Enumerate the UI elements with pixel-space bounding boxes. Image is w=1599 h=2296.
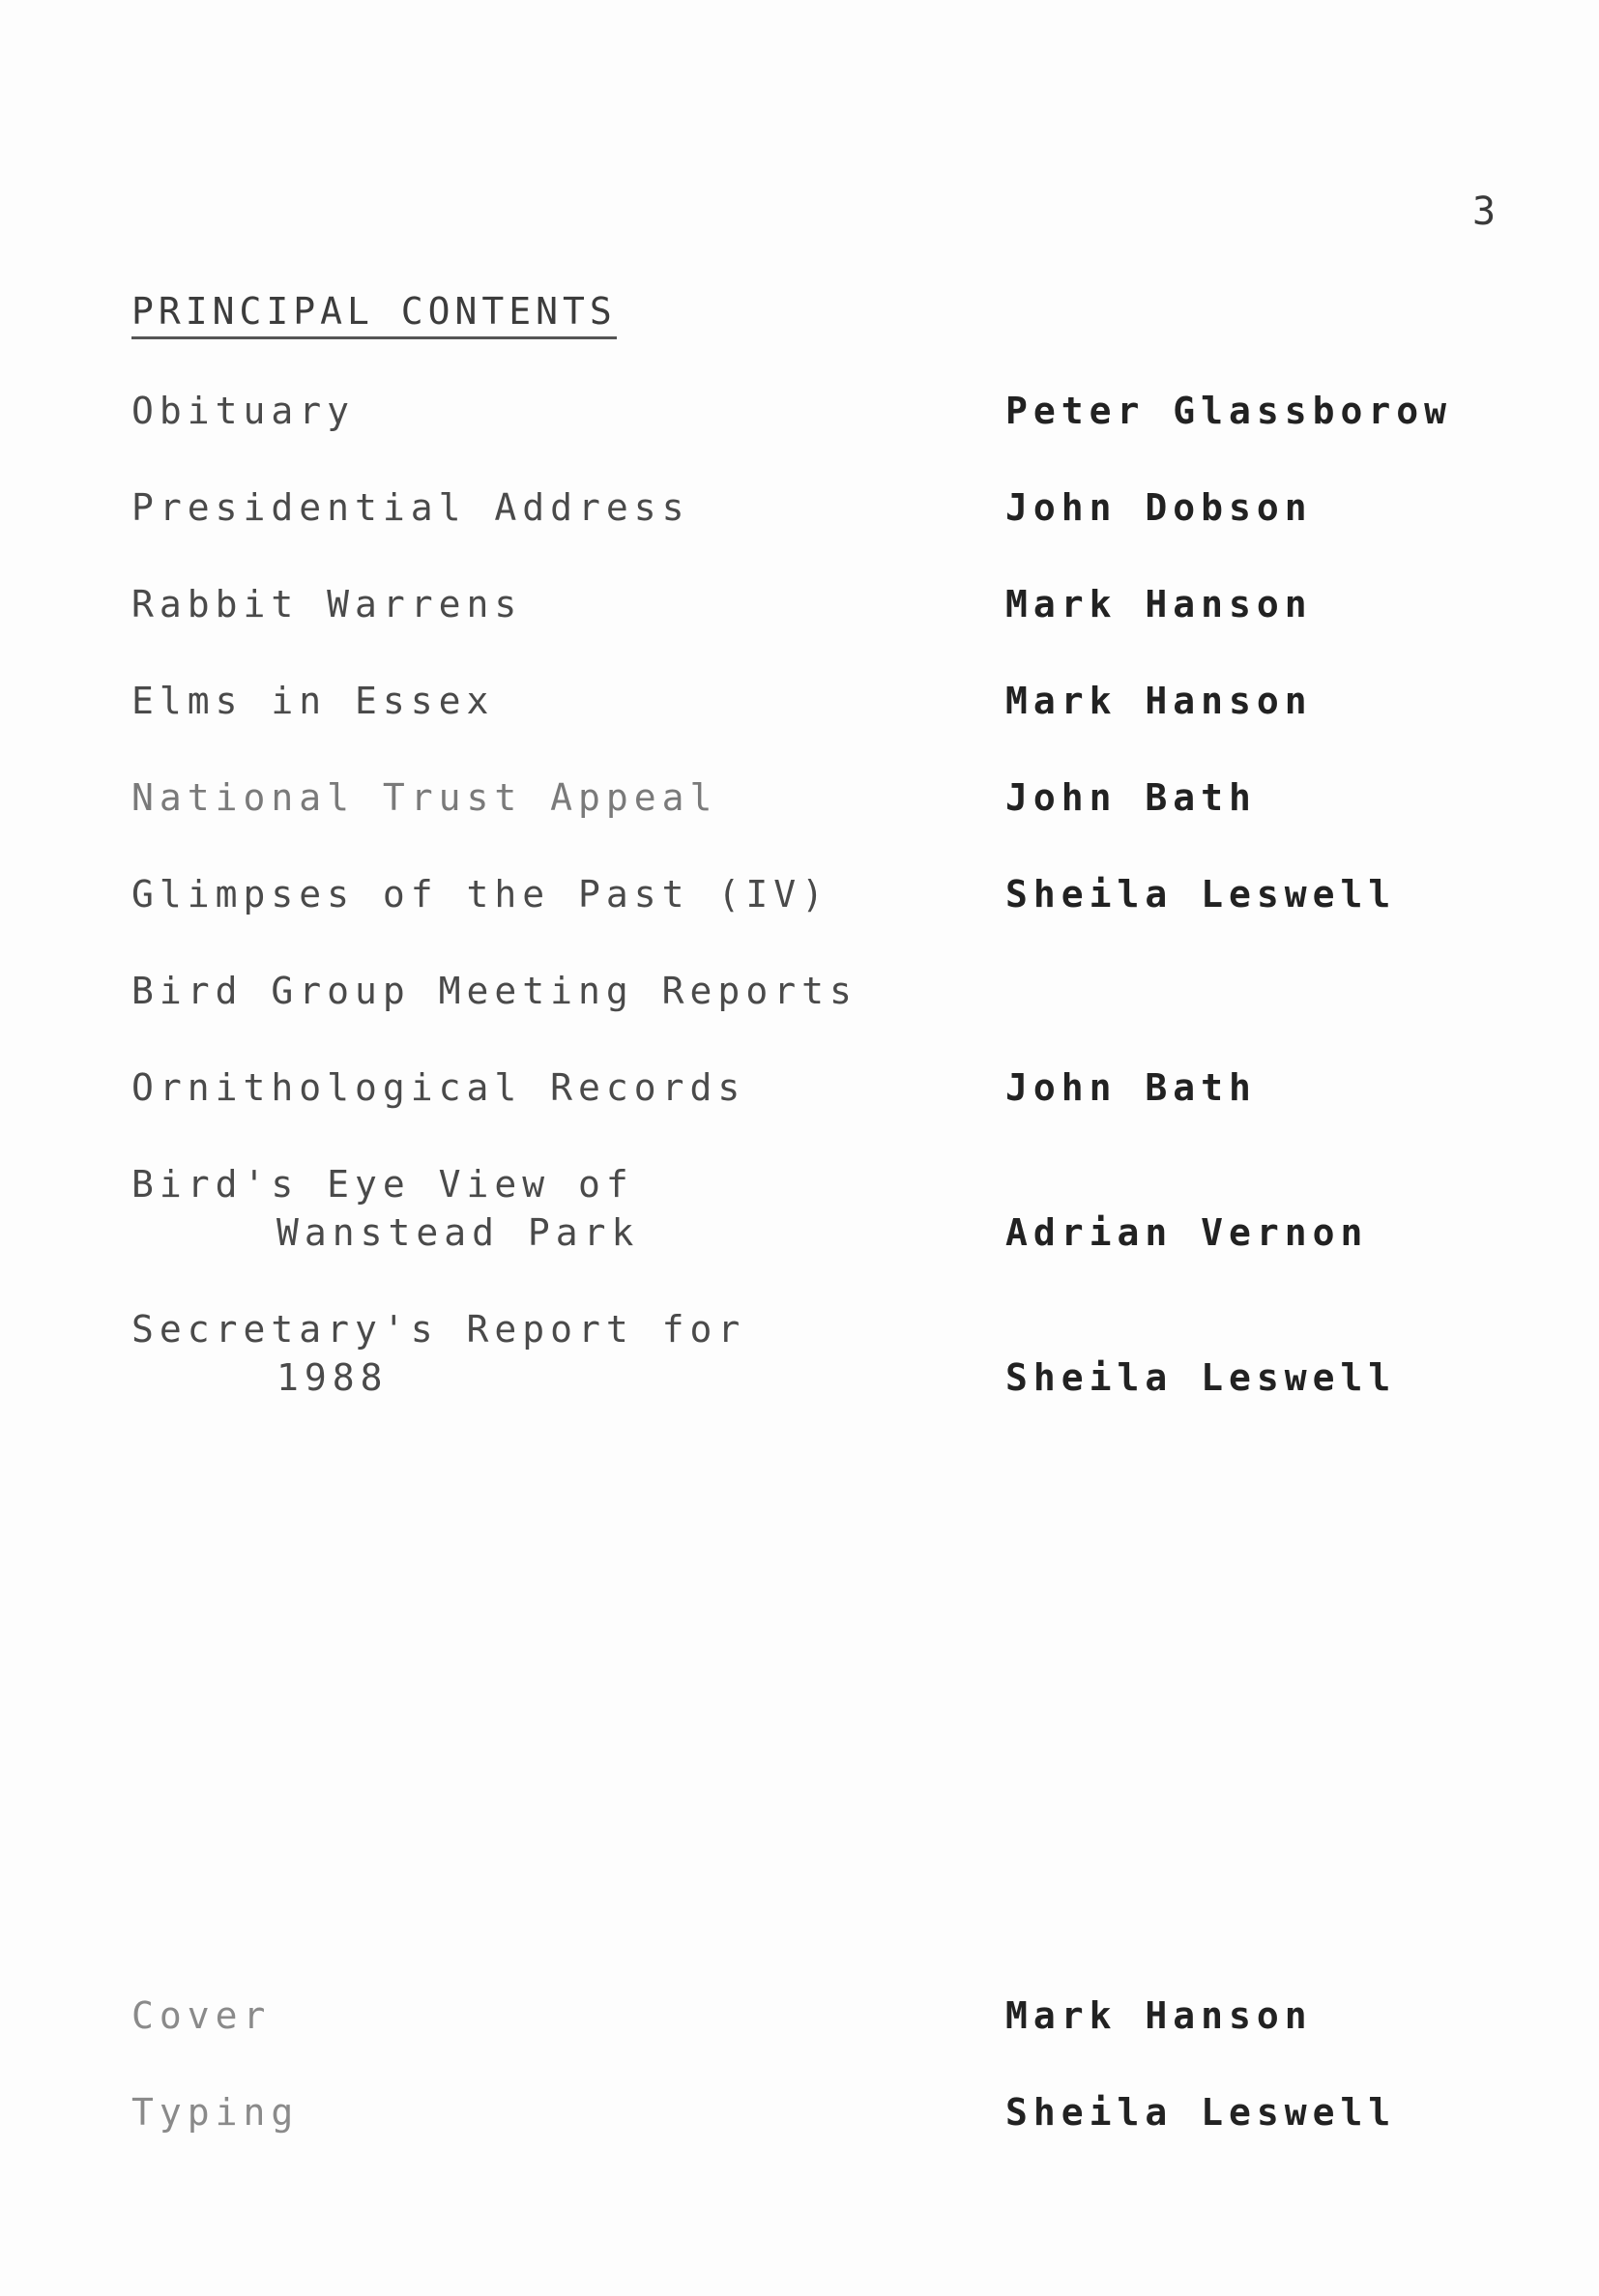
entry-title: Ornithological Records [131, 1066, 746, 1109]
entry-title [131, 1305, 745, 1402]
contents-heading: PRINCIPAL CONTENTS [131, 290, 617, 339]
entry-title [131, 1160, 639, 1257]
entry-title: Bird Group Meeting Reports [131, 970, 858, 1012]
entry-title-line2: Wanstead Park [276, 1211, 640, 1254]
entry-title: Elms in Essex [131, 680, 495, 722]
entry-author: Sheila Leswell [1005, 873, 1397, 915]
entry-title: National Trust Appeal [131, 776, 718, 819]
credit-name: Sheila Leswell [1005, 2091, 1397, 2134]
entry-title: Obituary [131, 390, 356, 432]
entry-author: John Bath [1005, 1066, 1257, 1109]
credit-name: Mark Hanson [1005, 1994, 1313, 2037]
page-number: 3 [1472, 189, 1498, 234]
entry-author: John Dobson [1005, 486, 1313, 529]
entry-title: Presidential Address [131, 486, 690, 529]
credit-label: Cover [131, 1994, 272, 2037]
entry-author: Mark Hanson [1005, 583, 1313, 625]
entry-title: Rabbit Warrens [131, 583, 523, 625]
entry-title: Glimpses of the Past (IV) [131, 873, 829, 915]
entry-title-line2: 1988 [276, 1356, 389, 1399]
entry-title-line1: Secretary's Report for [131, 1308, 746, 1351]
entry-author: Sheila Leswell [1005, 1356, 1397, 1399]
credit-label: Typing [131, 2091, 300, 2134]
entry-author: John Bath [1005, 776, 1257, 819]
entry-author: Adrian Vernon [1005, 1211, 1369, 1254]
entry-author: Peter Glassborow [1005, 390, 1453, 432]
entry-title-line1: Bird's Eye View of [131, 1163, 634, 1206]
entry-author: Mark Hanson [1005, 680, 1313, 722]
